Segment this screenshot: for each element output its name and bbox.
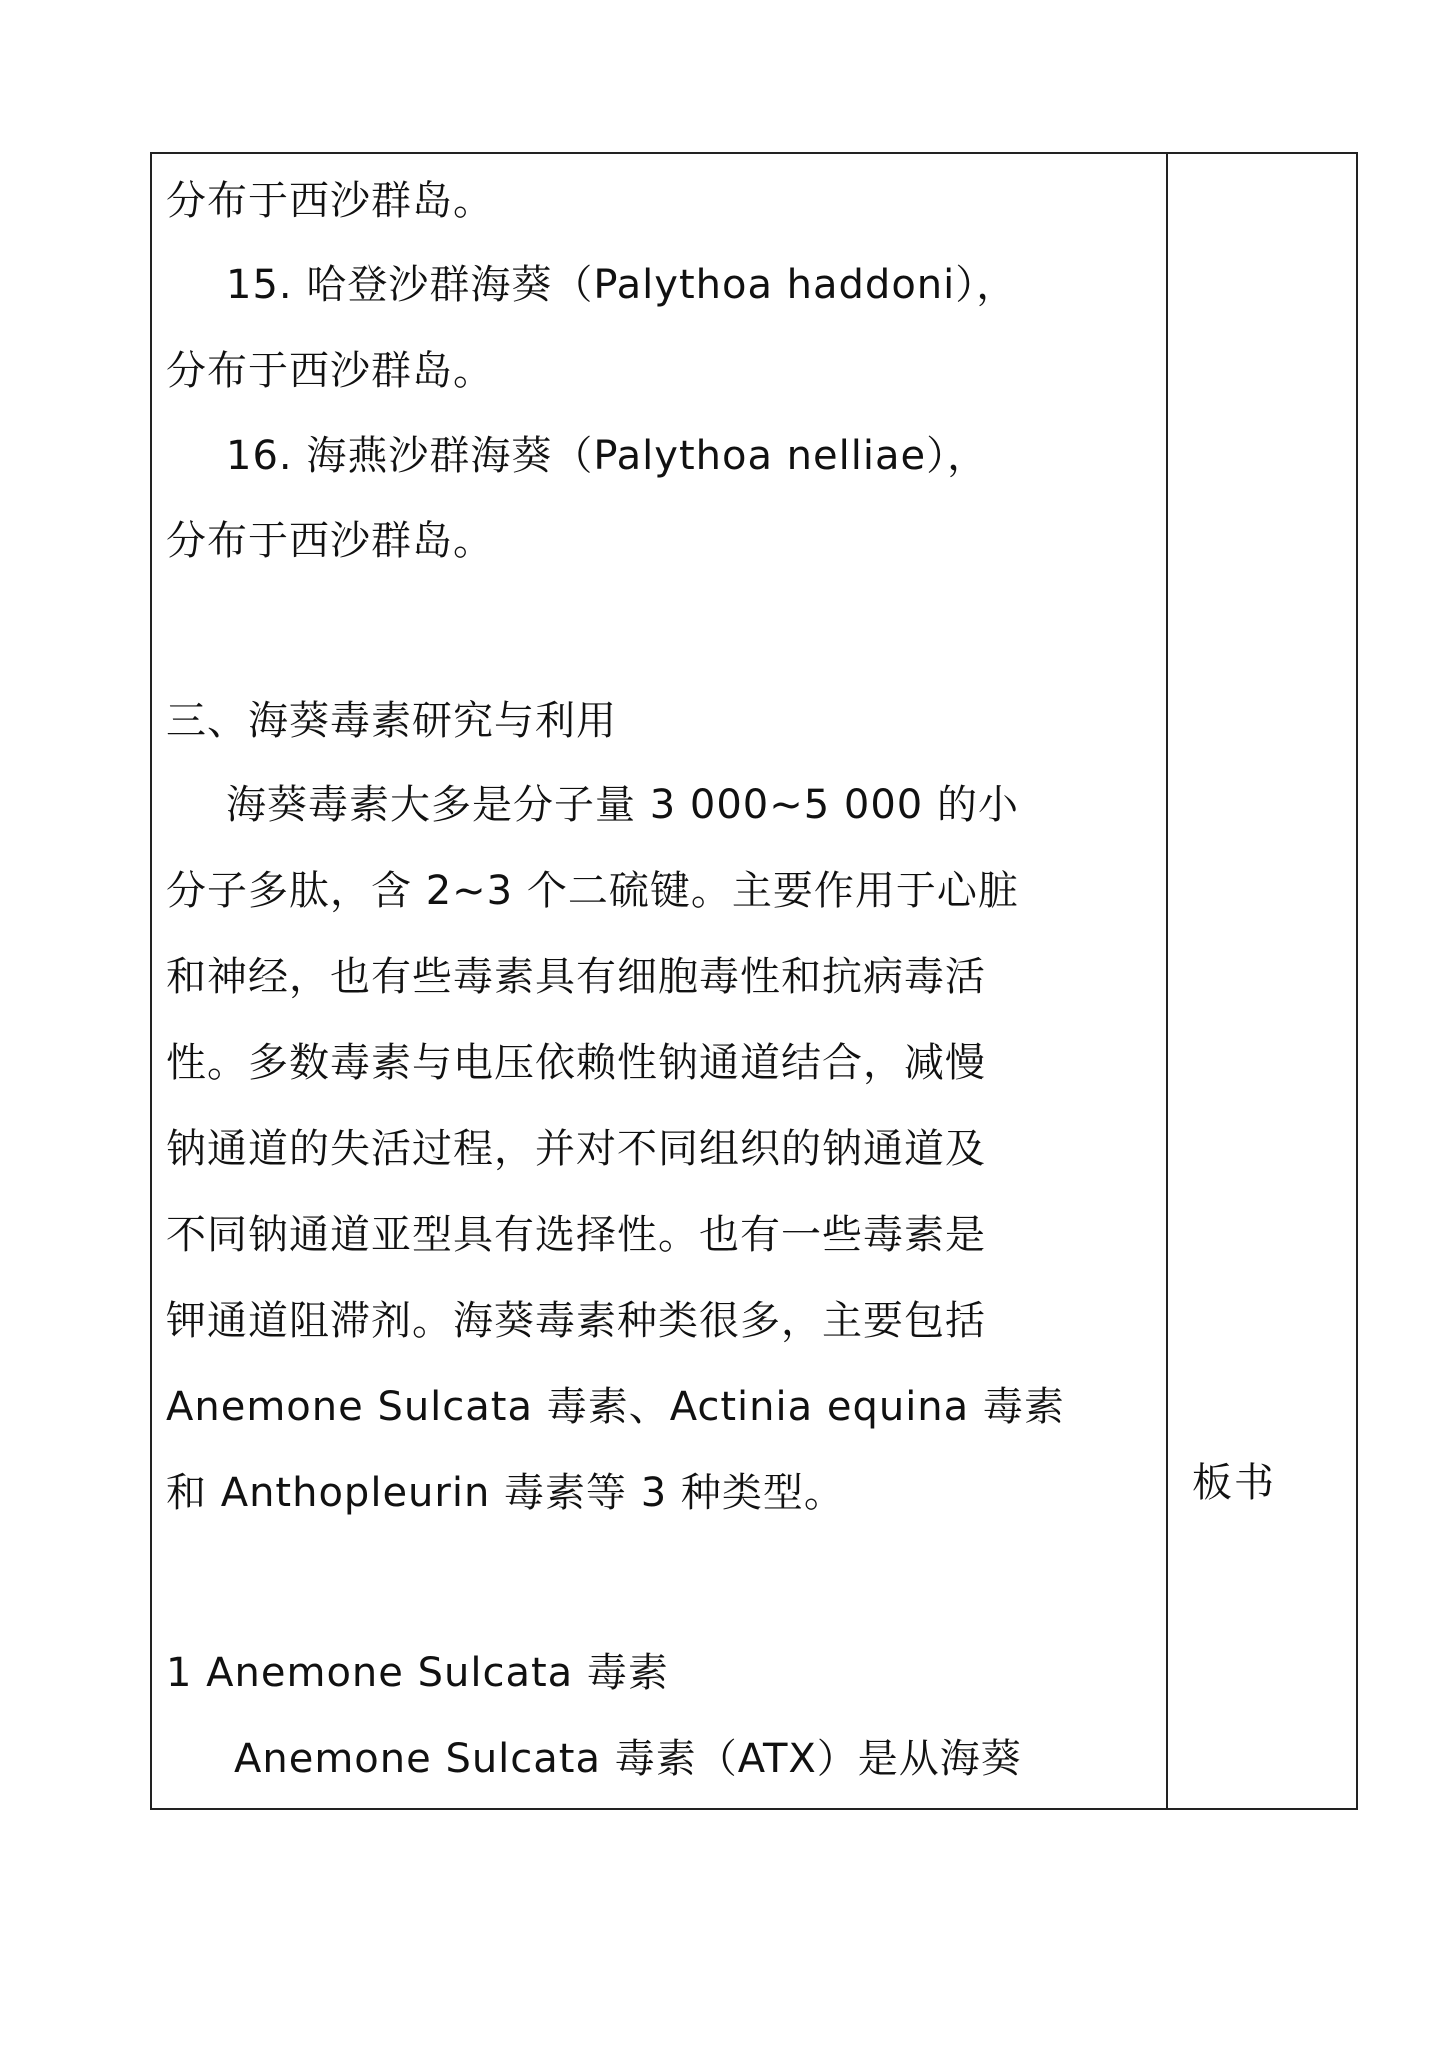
lesson-table (150, 152, 1358, 1810)
text-line: 性。多数毒素与电压依赖性钠通道结合，减慢 (166, 1040, 986, 1086)
side-note: 板书 (1192, 1460, 1276, 1506)
text-line: 分布于西沙群岛。 (166, 348, 494, 394)
text-line: 海葵毒素大多是分子量 3 000~5 000 的小 (226, 782, 1019, 828)
text-line: 分布于西沙群岛。 (166, 518, 494, 564)
text-line: 16. 海燕沙群海葵（Palythoa nelliae）， (226, 433, 989, 479)
text-line: 分子多肽，含 2~3 个二硫键。主要作用于心脏 (166, 868, 1019, 914)
text-line: 不同钠通道亚型具有选择性。也有一些毒素是 (166, 1212, 986, 1258)
content-cell (166, 154, 1156, 1808)
text-line: 钠通道的失活过程，并对不同组织的钠通道及 (166, 1126, 986, 1172)
text-line: 15. 哈登沙群海葵（Palythoa haddoni）， (226, 262, 1018, 308)
text-line: Anemone Sulcata 毒素、Actinia equina 毒素 (166, 1384, 1065, 1430)
section-heading: 三、海葵毒素研究与利用 (166, 698, 617, 744)
text-line: 钾通道阻滞剂。海葵毒素种类很多，主要包括 (166, 1298, 986, 1344)
text-line: 分布于西沙群岛。 (166, 178, 494, 224)
text-line: Anemone Sulcata 毒素（ATX）是从海葵 (234, 1736, 1022, 1782)
text-line: 和神经，也有些毒素具有细胞毒性和抗病毒活 (166, 954, 986, 1000)
subsection-heading: 1 Anemone Sulcata 毒素 (166, 1650, 669, 1696)
side-cell (1168, 154, 1356, 1808)
text-line: 和 Anthopleurin 毒素等 3 种类型。 (166, 1470, 845, 1516)
